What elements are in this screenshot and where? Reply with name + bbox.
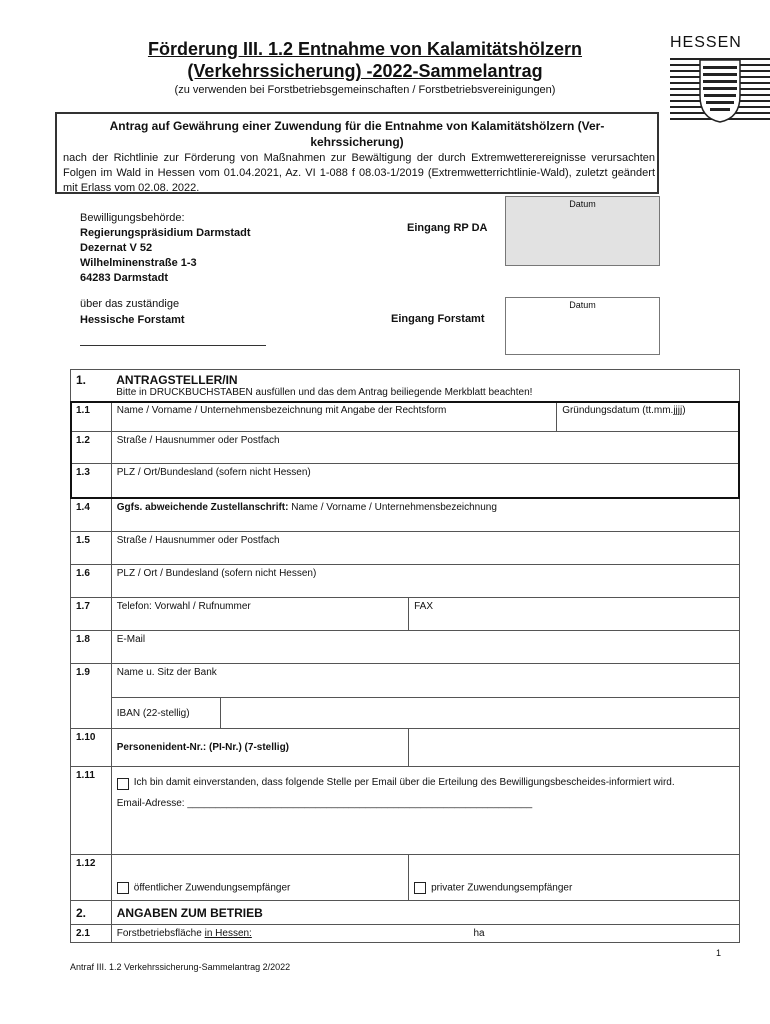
pi-nr-field[interactable] xyxy=(409,729,740,767)
iban-field[interactable] xyxy=(221,698,740,729)
forest-area-label-underlined: in Hessen: xyxy=(204,928,252,939)
row-number: 2.1 xyxy=(71,925,112,943)
datum-label: Datum xyxy=(569,300,596,310)
section2-title: ANGABEN ZUM BETRIEB xyxy=(116,905,263,920)
hessen-logo-text: HESSEN xyxy=(670,34,742,51)
email-label: E-Mail xyxy=(116,634,146,645)
eingang-rp-stamp-field[interactable] xyxy=(505,196,660,266)
intro-heading-line2: kehrssicherung) xyxy=(310,135,404,149)
authority-label: Bewilligungsbehörde: xyxy=(80,212,185,224)
eingang-forstamt-label: Eingang Forstamt xyxy=(391,313,485,325)
alt-city-field[interactable] xyxy=(111,565,739,598)
city-field-label: PLZ / Ort/Bundesland (sofern nicht Hessen) xyxy=(116,467,311,478)
alt-street-field[interactable] xyxy=(111,532,739,565)
email-consent-checkbox[interactable] xyxy=(117,778,129,790)
row-number: 1.6 xyxy=(71,565,112,598)
authority-line2: Dezernat V 52 xyxy=(80,242,153,254)
section1-number: 1. xyxy=(71,370,112,402)
private-recipient-label: privater Zuwendungsempfänger xyxy=(431,882,573,894)
intro-heading-line1: Antrag auf Gewährung einer Zuwendung für die Entnahme von Kalamitätshölzern (Ver- xyxy=(109,119,605,133)
eingang-rp-label: Eingang RP DA xyxy=(407,222,488,234)
eingang-forstamt-stamp-field[interactable] xyxy=(505,297,660,355)
via-value: Hessische Forstamt xyxy=(80,314,185,326)
alt-city-label: PLZ / Ort / Bundesland (sofern nicht Hessen) xyxy=(116,568,317,579)
iban-label-cell xyxy=(111,698,220,729)
applicant-highlight-box xyxy=(70,401,740,499)
via-label: über das zuständige xyxy=(80,298,180,310)
street-field-label: Straße / Hausnummer oder Postfach xyxy=(116,435,280,446)
name-field-label: Name / Vorname / Unternehmensbezeichnung mit Angabe der Rechtsform xyxy=(116,405,447,416)
intro-box xyxy=(55,112,659,194)
public-recipient-checkbox[interactable] xyxy=(117,882,129,894)
title-line1: Förderung III. 1.2 Entnahme von Kalamitätshölzern xyxy=(147,39,583,59)
row-number: 1.9 xyxy=(71,664,112,729)
authority-line3: Wilhelminenstraße 1-3 xyxy=(80,257,197,269)
row-number: 1.11 xyxy=(71,767,112,855)
forstamt-line[interactable] xyxy=(80,345,266,346)
datum-label: Datum xyxy=(569,199,596,209)
alt-address-label-bold: Ggfs. abweichende Zustellanschrift: xyxy=(116,502,289,513)
phone-field[interactable] xyxy=(111,598,408,631)
fax-field[interactable] xyxy=(409,598,740,631)
forest-area-label: Forstbetriebsfläche xyxy=(116,928,205,939)
fax-label: FAX xyxy=(414,601,434,612)
row-number: 1.4 xyxy=(71,499,112,532)
footer-text: Antraf III. 1.2 Verkehrssicherung-Sammelantrag 2/2022 xyxy=(70,962,291,972)
page-number: 1 xyxy=(716,948,722,958)
title-line2: (Verkehrssicherung) -2022-Sammelantrag xyxy=(187,61,543,81)
bank-label: Name u. Sitz der Bank xyxy=(116,667,217,678)
section1-title: ANTRAGSTELLER/IN xyxy=(116,373,238,387)
alt-street-label: Straße / Hausnummer oder Postfach xyxy=(116,535,280,546)
row-number: 1.7 xyxy=(71,598,112,631)
pi-nr-label: Personenident-Nr.: (PI-Nr.) (7-stellig) xyxy=(116,742,290,753)
subtitle: (zu verwenden bei Forstbetriebsgemeinschaften / Forstbetriebsvereinigungen) xyxy=(174,84,556,96)
iban-label: IBAN (22-stellig) xyxy=(116,707,190,719)
email-consent-label: Ich bin damit einverstanden, dass folgende Stelle per Email über die Erteilung des Bewilligungsbescheides-informiert wird. xyxy=(133,777,675,788)
authority-line1: Regierungspräsidium Darmstadt xyxy=(80,227,251,239)
private-recipient-checkbox[interactable] xyxy=(414,882,426,894)
hessen-coat-of-arms-icon xyxy=(670,56,770,126)
alt-address-name-field[interactable] xyxy=(111,499,739,532)
bank-field[interactable] xyxy=(111,664,739,698)
forest-area-field[interactable] xyxy=(111,925,739,943)
row-number: 1.10 xyxy=(71,729,112,767)
public-recipient-label: öffentlicher Zuwendungsempfänger xyxy=(133,882,291,894)
row-number: 1.8 xyxy=(71,631,112,664)
row-number: 1.5 xyxy=(71,532,112,565)
phone-label: Telefon: Vorwahl / Rufnummer xyxy=(116,601,251,612)
row-number: 1.2 xyxy=(71,432,112,464)
email-address-line[interactable]: Email-Adresse: ______________________________________________________________ xyxy=(116,798,533,809)
email-field[interactable] xyxy=(111,631,739,664)
forest-area-unit: ha xyxy=(473,928,485,939)
intro-body: nach der Richtlinie zur Förderung von Maßnahmen zur Bewältigung der durch Extremwetterereignisse verursachten Folgen im Wald in Hessen vom 01.04.2021, Az. VI 1-088 f 08.03-1/2019 (Extremwetterrichtlinie-Wald), zuletzt geändert mit Erlass vom 02.08. 2022. xyxy=(63,152,655,194)
row-number: 1.3 xyxy=(71,464,112,499)
alt-address-label: Name / Vorname / Unternehmensbezeichnung xyxy=(288,502,497,513)
row-number: 1.1 xyxy=(71,402,112,432)
authority-line4: 64283 Darmstadt xyxy=(80,272,169,284)
founding-date-label: Gründungsdatum (tt.mm.jjjj) xyxy=(562,405,686,416)
section2-number: 2. xyxy=(71,901,112,925)
pi-nr-label-cell xyxy=(111,729,408,767)
row-number: 1.12 xyxy=(71,855,112,901)
section1-hint: Bitte in DRUCKBUCHSTABEN ausfüllen und das dem Antrag beiliegende Merkblatt beachten! xyxy=(116,387,533,398)
